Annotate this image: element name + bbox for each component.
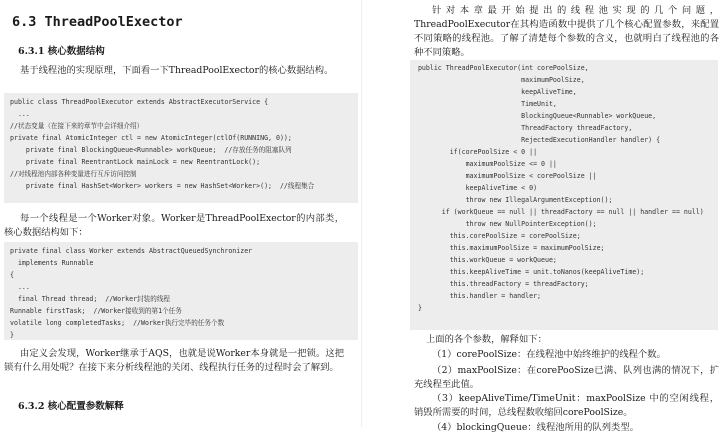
code-block-2 (4, 242, 358, 340)
code-line: ... (10, 283, 30, 291)
code-line: maximumPoolSize <= 0 || (410, 160, 557, 168)
code-line: private final ReentrantLock mainLock = new ReentrantLock(); (10, 158, 261, 166)
code-line: final Thread thread; //Worker封装的线程 (10, 295, 171, 303)
code-line: this.handler = handler; (410, 292, 542, 300)
code-line: if(corePoolSize < 0 || (410, 148, 538, 156)
code-line: ThreadFactory threadFactory, (410, 124, 633, 132)
code-block-1 (4, 93, 358, 203)
param-item-4: （4）blockingQueue：线程池所用的队列类型。 (432, 422, 639, 433)
code-line: keepAliveTime < 0) (410, 184, 538, 192)
subsection-title-2: 6.3.2 核心配置参数解释 (18, 401, 124, 412)
code-line: { (10, 271, 14, 279)
code-line: RejectedExecutionHandler handler) { (410, 136, 661, 144)
section-title: 6.3 ThreadPoolExector (12, 14, 183, 30)
code-line: throw new NullPointerException(); (410, 220, 597, 228)
code-line: } (10, 331, 14, 339)
param-item-3: （3）keepAliveTime/TimeUnit：maxPoolSize 中的空闲线程，销毁所需要的时间，总线程数收缩回corePoolSize。 (414, 393, 719, 418)
paragraph-3: 由定义会发现，Worker继承于AQS，也就是说Worker本身就是一把锁。这把锁有什么用处呢？在接下来分析线程池的关闭、线程执行任务的过程时会了解到。 (4, 348, 344, 373)
code-line: public ThreadPoolExecutor(int corePoolSize, (410, 64, 589, 72)
code-line: private final class Worker extends AbstractQueuedSynchronizer (10, 247, 253, 255)
code-line: BlockingQueue<Runnable> workQueue, (410, 112, 657, 120)
paragraph-params-intro: 上面的各个参数，解释如下： (426, 334, 547, 345)
code-line: //对线程池内部各种变量进行互斥访问控制 (10, 170, 137, 178)
paragraph-intro: 针对本章最开始提出的线程池实现的几个问题，ThreadPoolExecutor在其构造函数中提供了几个核心配置参数，来配置不同策略的线程池。了解了清楚每个参数的含义，也就明白了线程池的各种不同策略。 (414, 5, 719, 58)
code-line: maximumPoolSize < corePoolSize || (410, 172, 597, 180)
code-line: public class ThreadPoolExecutor extends AbstractExecutorService { (10, 98, 269, 106)
param-item-2: （2）maxPoolSize：在corePooSize已满、队列也满的情况下，扩充线程至此值。 (414, 365, 719, 390)
code-line: throw new IllegalArgumentException(); (410, 196, 613, 204)
left-page (0, 0, 362, 427)
code-line: volatile long completedTasks; //Worker执行完毕的任务个数 (10, 319, 225, 327)
code-line: private final AtomicInteger ctl = new AtomicInteger(ctlOf(RUNNING, 0)); (10, 134, 292, 142)
paragraph-1: 基于线程池的实现原理，下面看一下ThreadPoolExector的核心数据结构。 (20, 65, 334, 76)
code-line: if (workQueue == null || threadFactory == null || handler == null) (410, 208, 704, 216)
paragraph-2: 每一个线程是一个Worker对象。Worker是ThreadPoolExector的内部类，核心数据结构如下： (4, 213, 344, 238)
code-line: maximumPoolSize, (410, 76, 585, 84)
code-line: Runnable firstTask; //Worker接收到的第1个任务 (10, 307, 182, 315)
code-line: private final BlockingQueue<Runnable> workQueue; //存放任务的阻塞队列 (10, 146, 292, 154)
subsection-title-1: 6.3.1 核心数据结构 (18, 46, 105, 57)
code-line: this.corePoolSize = corePoolSize; (410, 232, 581, 240)
code-line: this.maximumPoolSize = maximumPoolSize; (410, 244, 605, 252)
code-line: } (410, 304, 422, 312)
code-line: TimeUnit, (410, 100, 557, 108)
code-line: this.keepAliveTime = unit.toNanos(keepAliveTime); (410, 268, 645, 276)
code-line: private final HashSet<Worker> workers = new HashSet<Worker>(); //线程集合 (10, 182, 315, 190)
code-block-constructor (410, 60, 718, 330)
code-line: //状态变量（在接下来的章节中会详细介绍） (10, 122, 144, 130)
code-line: this.threadFactory = threadFactory; (410, 280, 589, 288)
code-line: this.workQueue = workQueue; (410, 256, 557, 264)
code-line: keepAliveTime, (410, 88, 577, 96)
right-page (362, 0, 720, 433)
code-line: ... (10, 110, 30, 118)
param-item-1: （1）corePoolSize：在线程池中始终维护的线程个数。 (432, 349, 666, 360)
code-line: implements Runnable (10, 259, 94, 267)
